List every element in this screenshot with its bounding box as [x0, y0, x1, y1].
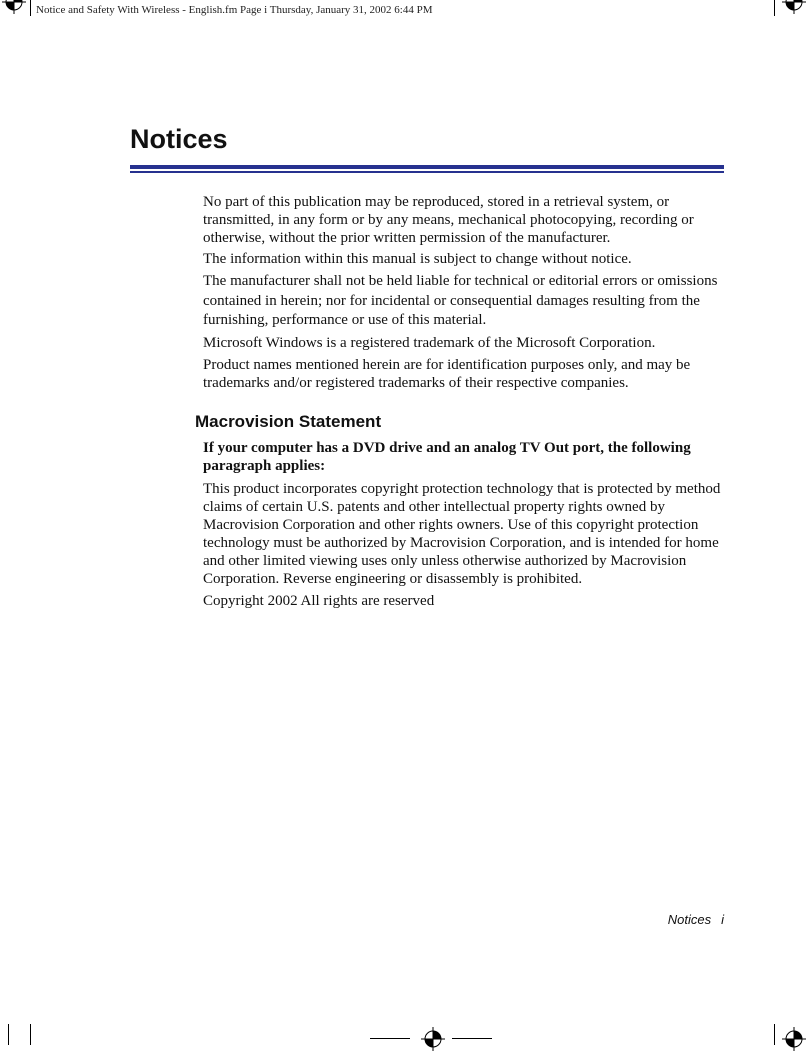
- registration-mark-icon: [782, 1027, 806, 1051]
- crop-mark: [8, 1024, 9, 1045]
- title-rule-thin: [130, 171, 724, 173]
- notice-paragraph: No part of this publication may be reproduced, stored in a retrieval system, or transmitted, in any form or by any means, mechanical photocopying, recording or otherwise, without the prior written permission of the manufacturer.: [203, 194, 694, 246]
- title-rule: [130, 165, 724, 169]
- notice-paragraph: The manufacturer shall not be held liable for technical or editorial errors or omissions contained in herein; nor for incidental or consequential damages resulting from the furnishing, performance or use of this material.: [203, 273, 718, 328]
- crop-mark: [30, 0, 31, 16]
- copyright-line: Copyright 2002 All rights are reserved: [203, 593, 435, 609]
- crop-mark: [774, 1024, 775, 1045]
- macrovision-paragraph: This product incorporates copyright protection technology that is protected by method claims of certain U.S. patents and other intellectual property rights owned by Macrovision Corporation and other rights owners. Use of this copyright protection technology must be authorized by Macrovision Corporation, and is intended for home and other limited viewing uses only unless otherwise authorized by Macrovision Corporation. Reverse engineering or disassembly is prohibited.: [203, 481, 721, 587]
- footer-section: Notices: [667, 912, 712, 927]
- page-number: i: [721, 912, 724, 927]
- page-title: Notices: [130, 124, 228, 154]
- notice-paragraph: Microsoft Windows is a registered trademark of the Microsoft Corporation.: [203, 334, 656, 351]
- registration-mark-icon: [421, 1027, 445, 1051]
- crop-mark: [452, 1038, 492, 1039]
- crop-mark: [30, 1024, 31, 1045]
- applicability-note: If your computer has a DVD drive and an analog TV Out port, the following paragraph applies:: [203, 440, 691, 474]
- crop-mark: [370, 1038, 410, 1039]
- notice-paragraph: Product names mentioned herein are for identification purposes only, and may be trademarks and/or registered trademarks of their respective companies.: [203, 356, 691, 391]
- macrovision-body: [203, 439, 733, 610]
- registration-mark-icon: [2, 0, 26, 14]
- notice-paragraph: The information within this manual is subject to change without notice.: [203, 251, 632, 267]
- print-slug: Notice and Safety With Wireless - English.fm Page i Thursday, January 31, 2002 6:44 PM: [36, 4, 433, 16]
- section-heading: Macrovision Statement: [195, 412, 382, 431]
- crop-mark: [774, 0, 775, 16]
- registration-mark-icon: [782, 0, 806, 14]
- page-footer: [668, 912, 724, 927]
- notices-body: [203, 193, 733, 392]
